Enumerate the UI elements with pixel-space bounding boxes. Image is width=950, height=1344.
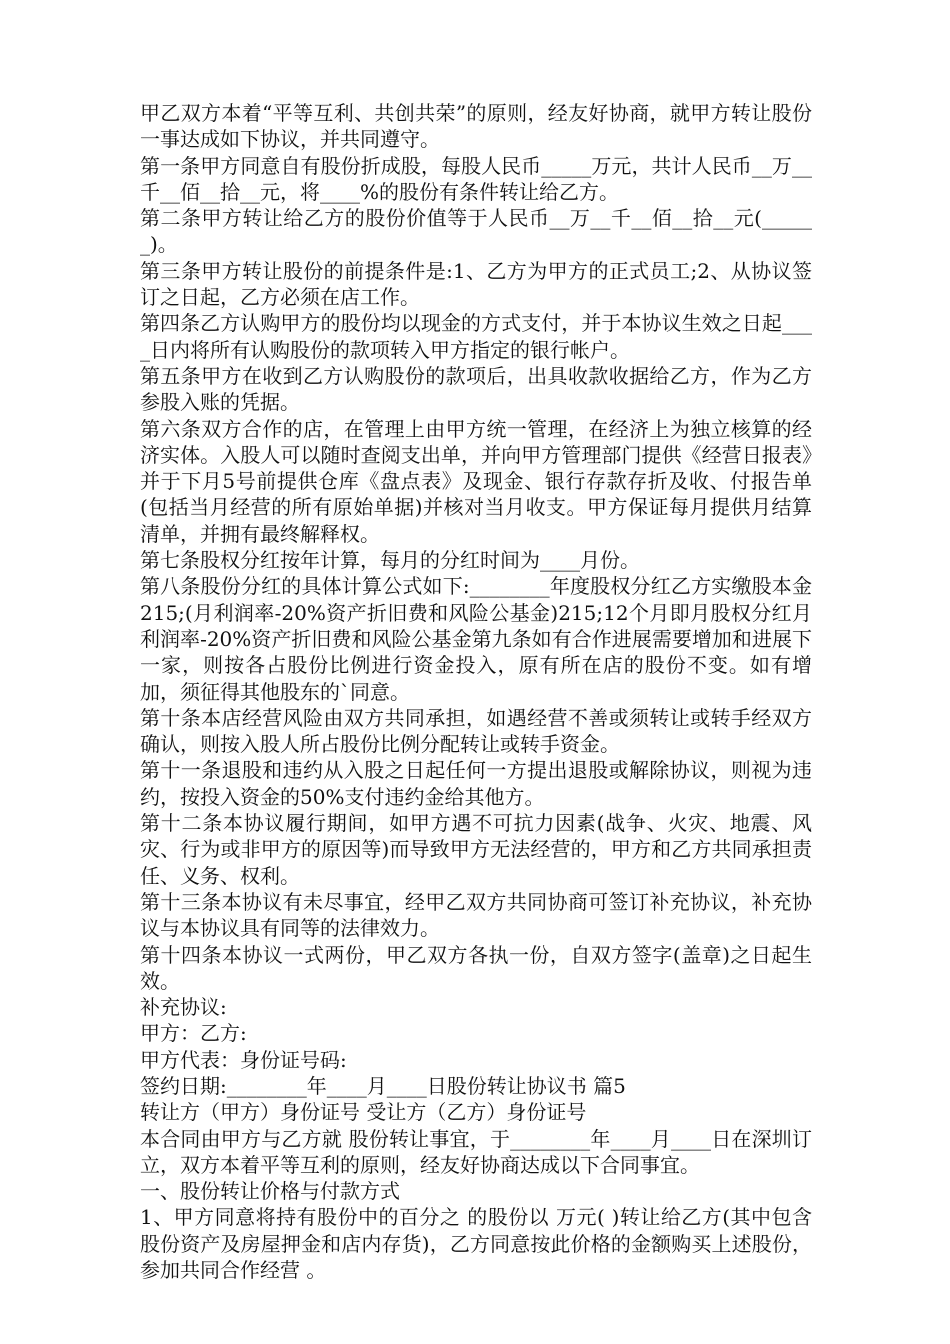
paragraph-supplement-heading: 补充协议:	[140, 995, 227, 1020]
paragraph-article-13: 第十三条本协议有未尽事宜，经甲乙双方共同协商可签订补充协议，补充协议与本协议具有同等的法律效力。	[140, 889, 812, 941]
paragraph-representative: 甲方代表：身份证号码:	[140, 1047, 347, 1072]
paragraph-parties: 甲方：乙方:	[140, 1021, 247, 1046]
paragraph-transferor-transferee: 转让方（甲方）身份证号 受让方（乙方）身份证号	[140, 1100, 587, 1125]
paragraph-article-4: 第四条乙方认购甲方的股份均以现金的方式支付，并于本协议生效之日起____日内将所有认购股份的款项转入甲方指定的银行帐户。	[140, 311, 812, 362]
paragraph-article-14: 第十四条本协议一式两份，甲乙双方各执一份，自双方签字(盖章)之日起生效。	[140, 942, 812, 993]
paragraph-section-heading: 一、股份转让价格与付款方式	[140, 1179, 400, 1204]
paragraph-article-2: 第二条甲方转让给乙方的股份价值等于人民币__万__千__佰__拾__元(______)。	[140, 206, 812, 257]
paragraph-article-8: 第八条股份分红的具体计算公式如下:________年度股权分红乙方实缴股本金215;(月利润率-20%资产折旧费和风险公基金)215;12个月即月股权分红月利润率-20%资产折旧费和风险公基金第九条如有合作进展需要增加和进展下一家，则按各占股份比例进行资金投入，原有所在店的股份不变。如有增加，须征得其他股东的`同意。	[140, 574, 812, 704]
document-body	[140, 100, 812, 1283]
paragraph-article-3: 第三条甲方转让股份的前提条件是:1、乙方为甲方的正式员工;2、从协议签订之日起，乙方必须在店工作。	[140, 258, 812, 310]
paragraph-contract-intro: 本合同由甲方与乙方就 股份转让事宜，于________年____月____日在深圳订立，双方本着平等互利的原则，经友好协商达成以下合同事宜。	[140, 1126, 812, 1177]
paragraph-article-1: 第一条甲方同意自有股份折成股，每股人民币_____万元，共计人民币__万__千__佰__拾__元，将____%的股份有条件转让给乙方。	[140, 153, 812, 204]
paragraph-article-10: 第十条本店经营风险由双方共同承担，如遇经营不善或须转让或转手经双方确认，则按入股人所占股份比例分配转让或转手资金。	[140, 705, 812, 757]
paragraph-article-12: 第十二条本协议履行期间，如甲方遇不可抗力因素(战争、火灾、地震、风灾、行为或非甲方的原因等)而导致甲方无法经营的，甲方和乙方共同承担责任、义务、权利。	[140, 811, 812, 888]
paragraph-preamble: 甲乙双方本着“平等互利、共创共荣”的原则，经友好协商，就甲方转让股份一事达成如下协议，并共同遵守。	[140, 101, 812, 152]
paragraph-article-5: 第五条甲方在收到乙方认购股份的款项后，出具收款收据给乙方，作为乙方参股入账的凭据。	[140, 363, 812, 415]
paragraph-signing-date: 签约日期:________年____月____日股份转让协议书 篇5	[140, 1073, 626, 1098]
paragraph-clause-1: 1、甲方同意将持有股份中的百分之 的股份以 万元( )转让给乙方(其中包含股份资产及房屋押金和店内存货)，乙方同意按此价格的金额购买上述股份，参加共同合作经营 。	[140, 1205, 812, 1283]
paragraph-article-7: 第七条股权分红按年计算，每月的分红时间为____月份。	[140, 548, 640, 573]
paragraph-article-11: 第十一条退股和违约从入股之日起任何一方提出退股或解除协议，则视为违约，按投入资金的50%支付违约金给其他方。	[140, 758, 812, 809]
paragraph-article-6: 第六条双方合作的店，在管理上由甲方统一管理，在经济上为独立核算的经济实体。入股人可以随时查阅支出单，并向甲方管理部门提供《经营日报表》并于下月5号前提供仓库《盘点表》及现金、银行存款存折及收、付报告单(包括当月经营的所有原始单据)并核对当月收支。甲方保证每月提供月结算清单，并拥有最终解释权。	[140, 416, 812, 546]
